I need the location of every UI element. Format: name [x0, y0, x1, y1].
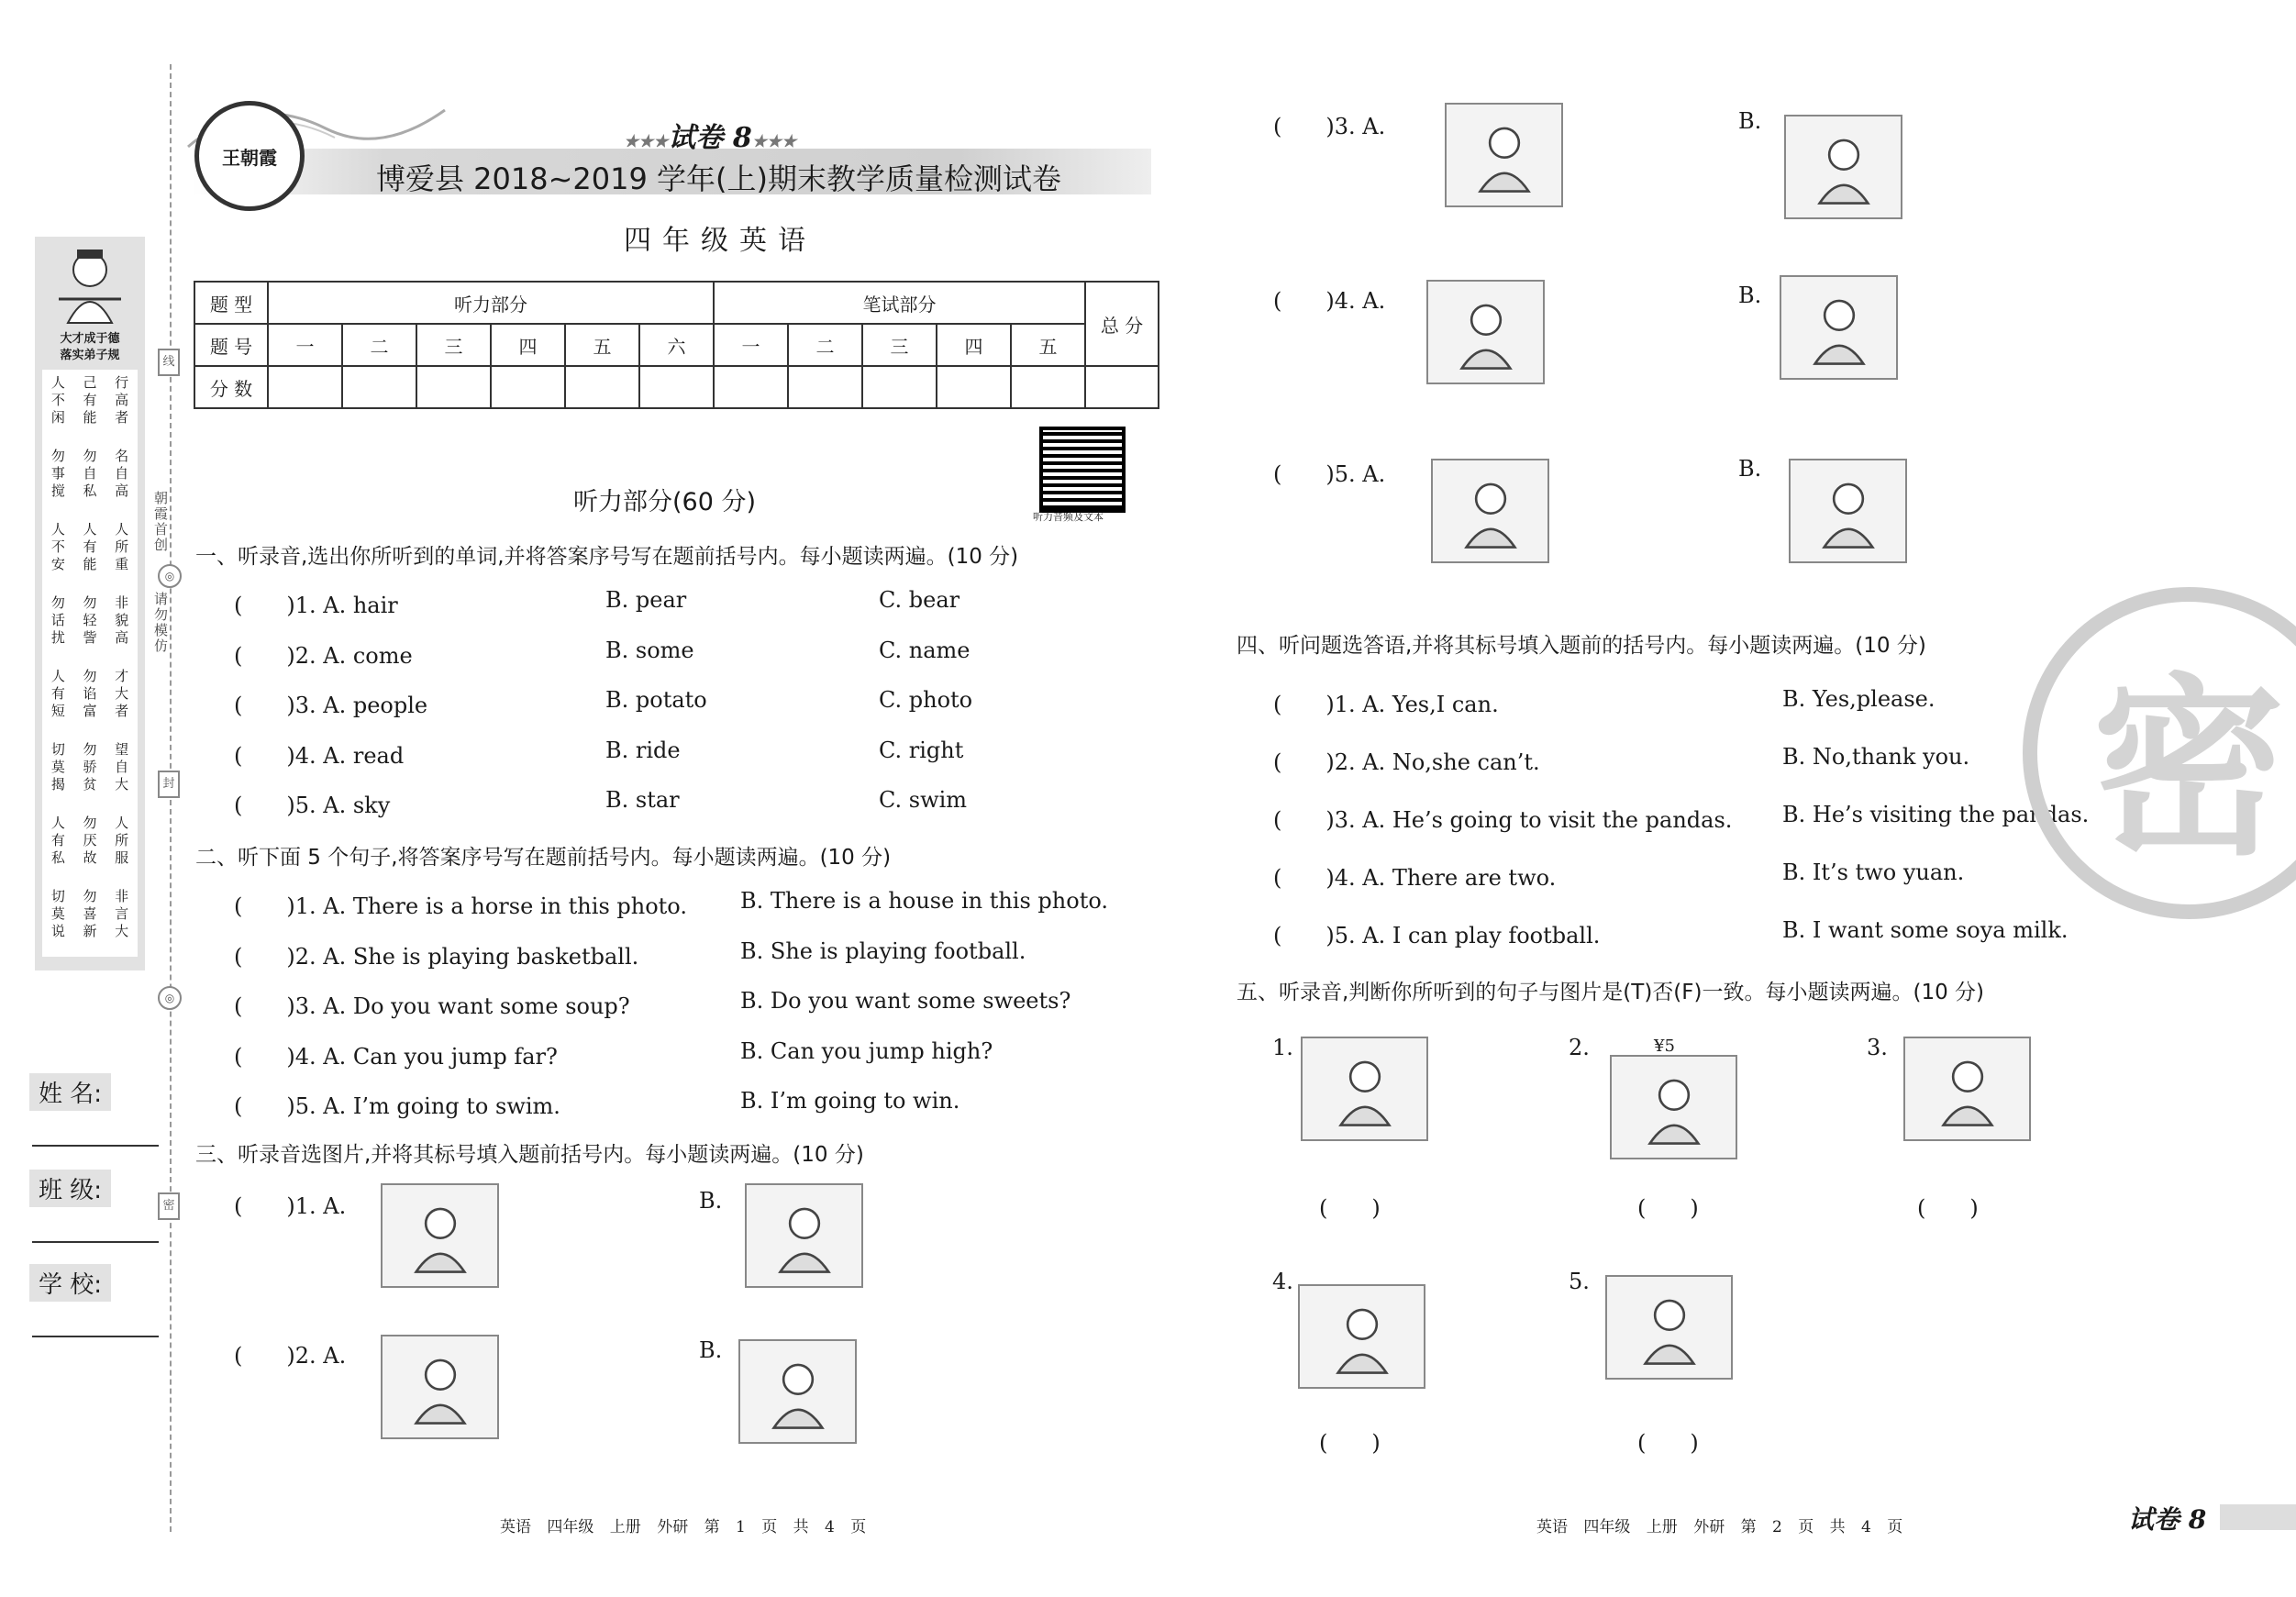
s1-option-c: C. photo	[879, 687, 973, 713]
exam-title: 博爱县 2018~2019 学年(上)期末教学质量检测试卷	[376, 161, 1062, 196]
maxim-char: 有	[50, 832, 65, 848]
maxim-phrase	[51, 888, 65, 940]
s4-option-b: B. It’s two yuan.	[1782, 859, 1965, 885]
s1-question[interactable]: ( )3. A. people	[234, 693, 428, 718]
maxim-char: 有	[50, 685, 65, 702]
class-label: 班 级:	[29, 1170, 158, 1207]
maxim-char: 人	[83, 521, 97, 538]
maxim-char: 勿	[83, 594, 97, 611]
bird-picture-icon-drawing	[1313, 1296, 1412, 1377]
seal-circle-1: ◎	[158, 564, 182, 588]
paper-label: 试卷 8	[668, 122, 752, 154]
slogan-1: 大才成于德	[60, 332, 120, 346]
publisher-logo	[194, 101, 305, 211]
s3-question[interactable]: ( )4. A.	[1273, 288, 1386, 314]
maxim-char: 貌	[115, 612, 129, 628]
table-row-label-score: 分 数	[194, 366, 268, 408]
score-cell[interactable]	[1011, 366, 1085, 408]
maxim-char: 揭	[50, 776, 65, 793]
maxim-char: 能	[83, 556, 97, 572]
s1-option-c: C. name	[879, 637, 971, 663]
s2-option-b: B. There is a house in this photo.	[740, 888, 1108, 914]
maxim-char: 事	[50, 465, 65, 482]
maxim-char: 勿	[83, 448, 97, 464]
section-title-5: 五、听录音,判断你所听到的句子与图片是(T)否(F)一致。每小题读两遍。(10 分)	[1237, 981, 1985, 1004]
maxim-char: 私	[83, 482, 97, 499]
maxim-char: 安	[50, 556, 65, 572]
s4-option-b: B. He’s visiting the pandas.	[1782, 802, 2090, 827]
s1-option-b: B. pear	[605, 587, 687, 613]
school-label: 学 校:	[29, 1264, 158, 1302]
santa-gift-icon-drawing	[1802, 471, 1894, 551]
maxim-char: 高	[115, 482, 129, 499]
fold-line	[170, 64, 172, 1532]
maxim-char: 大	[115, 923, 129, 939]
table-row-label-number: 题 号	[194, 324, 268, 366]
maxim-phrase	[115, 888, 128, 940]
maxim-phrase	[83, 521, 96, 573]
maxim-phrase	[83, 888, 96, 940]
seal-mark-seal: 封	[158, 771, 180, 798]
corner-bar	[2220, 1504, 2296, 1530]
table-listening-number: 一	[268, 324, 342, 366]
s4-option-b: B. Yes,please.	[1782, 686, 1936, 712]
s5-number: 1.	[1272, 1035, 1293, 1060]
table-listening-number: 六	[639, 324, 714, 366]
maxim-phrase	[115, 815, 128, 867]
name-field[interactable]	[32, 1145, 159, 1147]
s5-answer-blank[interactable]: ( )	[1917, 1195, 1979, 1221]
girl-rowing-icon-drawing	[752, 1351, 844, 1432]
maxim-char: 扰	[50, 629, 65, 646]
s2-question[interactable]: ( )1. A. There is a horse in this photo.	[234, 893, 687, 919]
maxim-phrase	[51, 668, 65, 720]
table-listening-number: 五	[565, 324, 639, 366]
maxim-char: 訾	[83, 629, 97, 646]
maxim-group	[42, 741, 138, 793]
maxim-char: 人	[50, 668, 65, 684]
score-cell[interactable]	[416, 366, 491, 408]
maxim-char: 不	[50, 538, 65, 555]
score-cell[interactable]	[491, 366, 565, 408]
maxim-group	[42, 448, 138, 500]
s4-option-b: B. I want some soya milk.	[1782, 917, 2069, 943]
maxim-char: 大	[115, 685, 129, 702]
logo-text: 王朝霞	[222, 146, 277, 169]
boy-skipping-icon	[1301, 1037, 1428, 1141]
score-cell[interactable]	[639, 366, 714, 408]
maxim-char: 高	[115, 392, 129, 408]
s4-question[interactable]: ( )5. A. I can play football.	[1273, 923, 1601, 948]
man-desk-icon-drawing	[1918, 1048, 2017, 1129]
s5-number: 5.	[1569, 1269, 1590, 1294]
table-header-type: 题 型	[194, 282, 268, 324]
maxim-char: 骄	[83, 759, 97, 775]
s5-number: 2.	[1569, 1035, 1590, 1060]
maxim-char: 话	[50, 612, 65, 628]
boy-skipping-icon-drawing	[1315, 1048, 1414, 1129]
man-desk-icon	[1903, 1037, 2031, 1141]
maxim-char: 勿	[83, 815, 97, 831]
high-jump-icon	[1426, 280, 1545, 384]
maxim-char: 己	[83, 374, 97, 391]
high-jump-icon-drawing	[1440, 292, 1532, 372]
table-writing-number: 二	[788, 324, 862, 366]
score-cell[interactable]	[862, 366, 937, 408]
squirrel-tree-icon	[381, 1183, 499, 1288]
section-title-3: 三、听录音选图片,并将其标号填入题前括号内。每小题读两遍。(10 分)	[195, 1143, 864, 1167]
maxim-char: 自	[83, 465, 97, 482]
s5-number: 4.	[1272, 1269, 1293, 1294]
rice-bowl-icon-drawing	[1459, 115, 1550, 195]
s3-question[interactable]: ( )1. A.	[234, 1193, 347, 1219]
table-writing-number: 一	[714, 324, 788, 366]
scholar-figure-icon	[55, 244, 125, 327]
maxim-char: 非	[115, 888, 129, 904]
footer-page-1: 英语 四年级 上册 外研 第 1 页 共 4 页	[500, 1518, 867, 1536]
maxim-group	[42, 374, 138, 427]
maxim-char: 自	[115, 465, 129, 482]
maxim-char: 望	[115, 741, 129, 758]
maxim-phrase	[83, 448, 96, 500]
maxim-char: 言	[115, 905, 129, 922]
bird-picture-icon	[1298, 1284, 1425, 1389]
table-listening-number: 四	[491, 324, 565, 366]
s3-option-b: B.	[1738, 456, 1762, 482]
maxim-char: 闲	[50, 409, 65, 426]
maxim-char: 短	[50, 703, 65, 719]
maxim-char: 勿	[83, 888, 97, 904]
table-listening-number: 三	[416, 324, 491, 366]
s2-option-b: B. Do you want some sweets?	[740, 988, 1071, 1014]
s4-question[interactable]: ( )4. A. There are two.	[1273, 865, 1557, 891]
maxim-char: 莫	[50, 905, 65, 922]
maxim-phrase	[51, 741, 65, 793]
table-writing-number: 五	[1011, 324, 1085, 366]
maxim-char: 切	[50, 741, 65, 758]
maxim-phrase	[115, 668, 128, 720]
christmas-kids-icon	[1431, 459, 1549, 563]
s5-price-tag: ¥5	[1654, 1037, 1675, 1056]
maxim-char: 谄	[83, 685, 97, 702]
maxim-phrase	[83, 594, 96, 647]
s2-question[interactable]: ( )5. A. I’m going to swim.	[234, 1093, 560, 1119]
corner-paper-label: 试卷 8	[2128, 1504, 2207, 1535]
maxim-char: 有	[83, 392, 97, 408]
class-field[interactable]	[32, 1241, 159, 1243]
maxim-char: 大	[115, 776, 129, 793]
score-cell[interactable]	[788, 366, 862, 408]
maxim-phrase	[115, 741, 128, 793]
s1-option-b: B. potato	[605, 687, 707, 713]
s2-question[interactable]: ( )2. A. She is playing basketball.	[234, 943, 639, 970]
name-label: 姓 名:	[29, 1073, 158, 1111]
maxim-char: 人	[50, 374, 65, 391]
s3-question[interactable]: ( )5. A.	[1273, 461, 1386, 487]
maxim-char: 重	[115, 556, 129, 572]
section-title-4: 四、听问题选答语,并将其标号填入题前的括号内。每小题读两遍。(10 分)	[1237, 634, 1926, 658]
score-cell[interactable]	[1085, 366, 1159, 408]
s1-option-c: C. swim	[879, 787, 968, 813]
maxim-char: 非	[115, 594, 129, 611]
s1-option-b: B. ride	[605, 737, 681, 763]
section-title-2: 二、听下面 5 个句子,将答案序号写在题前括号内。每小题读两遍。(10 分)	[195, 846, 892, 870]
subject-title: 四年级英语	[624, 225, 816, 257]
maxim-phrase	[115, 521, 128, 573]
maxim-char: 人	[115, 815, 129, 831]
maxim-phrase	[83, 668, 96, 720]
s3-question[interactable]: ( )2. A.	[234, 1343, 347, 1369]
rice-bowl-icon	[1445, 103, 1563, 207]
maxims-panel	[42, 370, 138, 957]
teddy-bear-icon	[745, 1183, 863, 1288]
maxim-char: 富	[83, 703, 97, 719]
long-jump-icon	[1780, 275, 1898, 380]
maxim-char: 者	[115, 409, 129, 426]
maxim-char: 名	[115, 448, 129, 464]
maxim-char: 不	[50, 392, 65, 408]
girl-rowing-icon	[738, 1339, 857, 1444]
maxim-phrase	[83, 374, 96, 427]
s4-option-b: B. No,thank you.	[1782, 744, 1970, 770]
confidential-stamp	[2023, 587, 2296, 919]
s5-number: 3.	[1867, 1035, 1888, 1060]
s5-answer-blank[interactable]: ( )	[1637, 1195, 1699, 1221]
s1-question[interactable]: ( )5. A. sky	[234, 793, 391, 818]
maxim-char: 自	[115, 759, 129, 775]
maxim-group	[42, 888, 138, 940]
s4-question[interactable]: ( )2. A. No,she can’t.	[1273, 749, 1540, 775]
s2-question[interactable]: ( )3. A. Do you want some soup?	[234, 993, 630, 1019]
score-cell[interactable]	[342, 366, 416, 408]
maxim-char: 行	[115, 374, 129, 391]
christmas-tree-icon-drawing	[1620, 1287, 1719, 1368]
maxim-char: 能	[83, 409, 97, 426]
s2-option-b: B. Can you jump high?	[740, 1037, 993, 1064]
maxim-char: 切	[50, 888, 65, 904]
maxim-char: 人	[115, 521, 129, 538]
seal-circle-2: ◎	[158, 986, 182, 1010]
christmas-tree-icon	[1605, 1275, 1733, 1380]
qr-caption: 听力音频及文本	[1033, 511, 1104, 523]
slogan-2: 落实弟子规	[60, 349, 120, 362]
s3-option-b: B.	[1738, 108, 1762, 134]
fish-plate-icon	[1610, 1055, 1737, 1159]
santa-gift-icon	[1789, 459, 1907, 563]
s3-option-b: B.	[1738, 283, 1762, 308]
s3-option-b: B.	[699, 1337, 723, 1363]
maxim-char: 搅	[50, 482, 65, 499]
s1-option-b: B. star	[605, 787, 680, 813]
maxim-phrase	[115, 374, 128, 427]
footer-page-2: 英语 四年级 上册 外研 第 2 页 共 4 页	[1536, 1518, 1903, 1536]
maxim-phrase	[51, 815, 65, 867]
maxim-char: 人	[50, 815, 65, 831]
seal-mark-line: 线	[158, 349, 180, 376]
maxim-char: 勿	[83, 741, 97, 758]
listening-title: 听力部分(60 分)	[573, 488, 757, 516]
vertical-note-2: 请勿模仿	[152, 592, 169, 654]
soup-bowl-icon	[1784, 115, 1902, 219]
score-table	[194, 281, 1159, 409]
maxim-char: 说	[50, 923, 65, 939]
s5-answer-blank[interactable]: ( )	[1637, 1430, 1699, 1456]
girl-fishing-icon-drawing	[394, 1347, 486, 1427]
table-listening-number: 二	[342, 324, 416, 366]
section-title-1: 一、听录音,选出你所听到的单词,并将答案序号写在题前括号内。每小题读两遍。(10 分)	[195, 545, 1019, 569]
maxim-char: 有	[83, 538, 97, 555]
s5-answer-blank[interactable]: ( )	[1319, 1430, 1381, 1456]
score-cell[interactable]	[714, 366, 788, 408]
soup-bowl-icon-drawing	[1798, 127, 1890, 207]
girl-fishing-icon	[381, 1335, 499, 1439]
maxim-group	[42, 521, 138, 573]
s1-option-c: C. bear	[879, 587, 960, 613]
maxim-char: 者	[115, 703, 129, 719]
maxim-phrase	[115, 448, 128, 500]
s5-answer-blank[interactable]: ( )	[1319, 1195, 1381, 1221]
seal-mark-secret: 密	[158, 1192, 180, 1220]
maxim-char: 轻	[83, 612, 97, 628]
maxim-char: 高	[115, 629, 129, 646]
table-writing-number: 三	[862, 324, 937, 366]
maxim-char: 所	[115, 538, 129, 555]
maxim-char: 勿	[50, 594, 65, 611]
maxim-phrase	[83, 741, 96, 793]
vertical-note-1: 朝霞首创	[152, 491, 169, 553]
s2-option-b: B. I’m going to win.	[740, 1088, 960, 1114]
maxim-phrase	[83, 815, 96, 867]
table-writing-number: 四	[937, 324, 1011, 366]
maxim-char: 莫	[50, 759, 65, 775]
maxim-char: 贫	[83, 776, 97, 793]
s1-question[interactable]: ( )4. A. read	[234, 742, 405, 769]
maxim-char: 所	[115, 832, 129, 848]
maxim-char: 人	[50, 521, 65, 538]
s2-question[interactable]: ( )4. A. Can you jump far?	[234, 1043, 558, 1070]
s4-question[interactable]: ( )1. A. Yes,I can.	[1273, 692, 1499, 717]
maxim-group	[42, 815, 138, 867]
fish-plate-icon-drawing	[1625, 1067, 1724, 1148]
maxim-phrase	[51, 448, 65, 500]
maxim-char: 私	[50, 849, 65, 866]
maxim-phrase	[115, 594, 128, 647]
christmas-kids-icon-drawing	[1445, 471, 1536, 551]
maxim-phrase	[51, 374, 65, 427]
paper-number: ★★★试卷 8★★★	[624, 122, 797, 154]
maxim-phrase	[51, 594, 65, 647]
sidebar-maxims	[35, 237, 145, 970]
score-cell[interactable]	[937, 366, 1011, 408]
stamp-text: 密	[2091, 657, 2285, 882]
maxim-char: 故	[83, 849, 97, 866]
long-jump-icon-drawing	[1793, 287, 1885, 368]
table-header-total: 总 分	[1085, 282, 1159, 366]
maxim-char: 才	[115, 668, 129, 684]
s1-question[interactable]: ( )1. A. hair	[234, 593, 398, 618]
squirrel-tree-icon-drawing	[394, 1195, 486, 1276]
s2-option-b: B. She is playing football.	[740, 937, 1026, 964]
school-field[interactable]	[32, 1336, 159, 1337]
qr-code[interactable]	[1039, 427, 1126, 513]
maxim-char: 新	[83, 923, 97, 939]
maxim-char: 勿	[83, 668, 97, 684]
s1-option-b: B. some	[605, 637, 694, 663]
s1-option-c: C. right	[879, 737, 964, 763]
maxim-char: 服	[115, 849, 129, 866]
teddy-bear-icon-drawing	[759, 1195, 850, 1276]
s3-option-b: B.	[699, 1188, 723, 1214]
s4-question[interactable]: ( )3. A. He’s going to visit the pandas.	[1273, 807, 1733, 833]
score-cell[interactable]	[565, 366, 639, 408]
score-cell[interactable]	[268, 366, 342, 408]
table-header-writing: 笔试部分	[714, 282, 1085, 324]
maxim-group	[42, 668, 138, 720]
maxim-char: 勿	[50, 448, 65, 464]
s1-question[interactable]: ( )2. A. come	[234, 642, 413, 669]
maxim-phrase	[51, 521, 65, 573]
maxim-char: 厌	[83, 832, 97, 848]
maxim-group	[42, 594, 138, 647]
maxim-char: 喜	[83, 905, 97, 922]
s3-question[interactable]: ( )3. A.	[1273, 114, 1386, 139]
table-header-listening: 听力部分	[268, 282, 714, 324]
